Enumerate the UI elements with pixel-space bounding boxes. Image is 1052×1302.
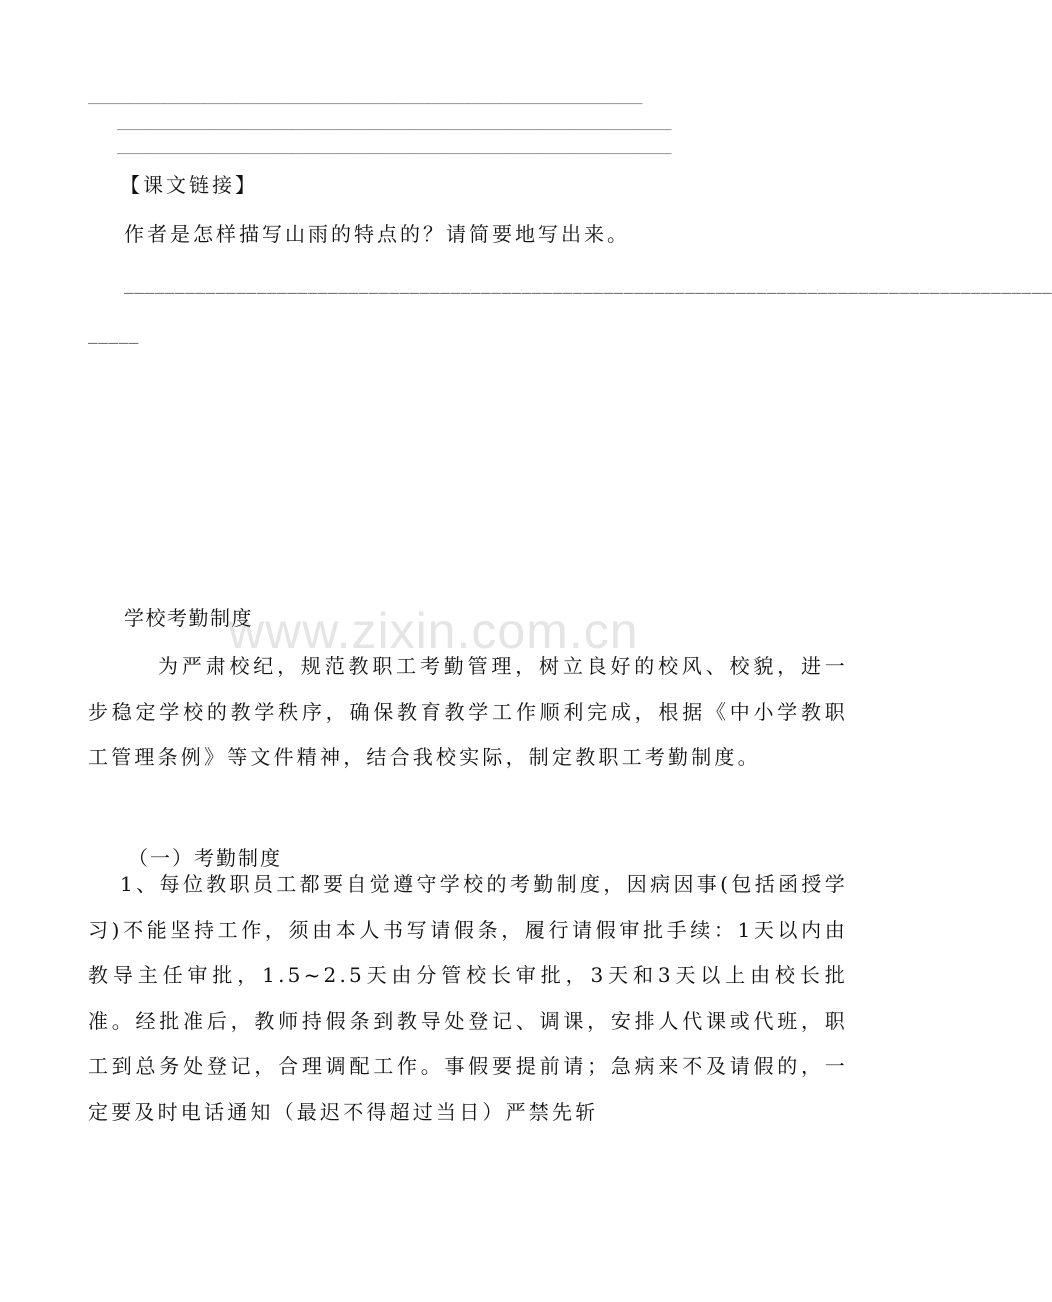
blank-line-2: ____________________________________________________________________________________ <box>117 121 672 133</box>
section-link-heading: 【课文链接】 <box>120 173 258 197</box>
intro-paragraph: 为严肃校纪，规范教职工考勤管理，树立良好的校风、校貌，进一步稳定学校的教学秩序，确保教育教学工作顺利完成，根据《中小学教职工管理条例》等文件精神，结合我校实际，制定教职工考勤制度。 <box>88 654 848 770</box>
answer-line-2: _____ <box>88 329 140 347</box>
section-heading: （一）考勤制度 <box>128 846 282 870</box>
question-text: 作者是怎样描写山雨的特点的？请简要地写出来。 <box>124 222 630 246</box>
blank-line-1: ____________________________________________________________________________________ <box>88 95 643 107</box>
watermark: www.zixin.com.cn <box>228 603 639 659</box>
rule-1-paragraph: 1、每位教职员工都要自觉遵守学校的考勤制度，因病因事(包括函授学习)不能坚持工作，须由本人书写请假条，履行请假审批手续：1天以内由教导主任审批，1.5~2.5天由分管校长审批，3天和3天以上由校长批准。经批准后，教师持假条到教导处登记、调课，安排人代课或代班，职工到总务处登记，合理调配工作。事假要提前请；急病来不及请假的，一定要及时电话通知（最迟不得超过当日）严禁先斩 <box>88 872 848 1124</box>
page-title: 学校考勤制度 <box>124 606 253 630</box>
answer-line-1: ___________________________________________________________________________________________ <box>124 279 1052 297</box>
blank-line-3: ____________________________________________________________________________________ <box>117 145 672 157</box>
